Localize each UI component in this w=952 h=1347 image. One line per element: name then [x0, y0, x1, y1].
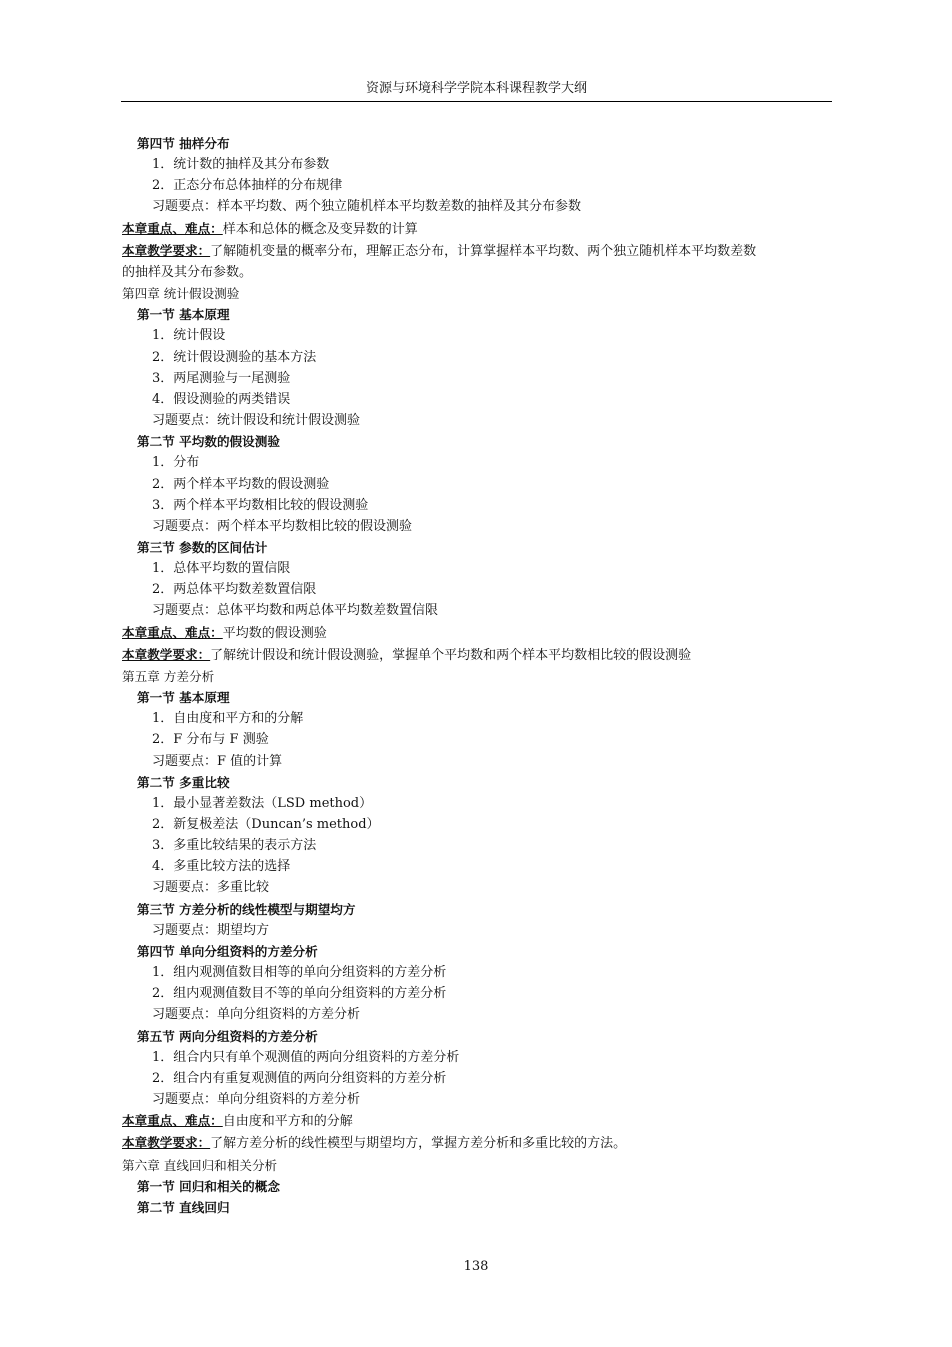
exercise-note: 习题要点：F 值的计算 — [152, 753, 283, 769]
outline-item: 3．两个样本平均数相比较的假设测验 — [152, 497, 369, 513]
section-heading: 第三节 方差分析的线性模型与期望均方 — [137, 901, 356, 917]
requirement-text: 平均数的假设测验 — [222, 625, 327, 641]
outline-item: 2．正态分布总体抽样的分布规律 — [152, 178, 343, 194]
requirement-label: 本章重点、难点： — [122, 220, 223, 236]
section-heading: 第五节 两向分组资料的方差分析 — [137, 1028, 318, 1044]
requirement-text-continuation: 的抽样及其分布参数。 — [122, 264, 253, 280]
section-heading: 第四节 单向分组资料的方差分析 — [137, 943, 318, 959]
requirement-text: 了解统计假设和统计假设测验，掌握单个平均数和两个样本平均数相比较的假设测验 — [210, 647, 692, 663]
page-header: 资源与环境科学学院本科课程教学大纲 — [365, 81, 587, 96]
section-heading: 第三节 参数的区间估计 — [137, 539, 268, 555]
exercise-note: 习题要点：总体平均数和两总体平均数差数置信限 — [152, 603, 439, 619]
header-rule — [121, 101, 832, 102]
section-heading: 第二节 平均数的假设测验 — [137, 434, 280, 450]
outline-item: 2．两个样本平均数的假设测验 — [152, 476, 330, 492]
requirement-text: 样本和总体的概念及变异数的计算 — [222, 221, 418, 237]
outline-item: 2．统计假设测验的基本方法 — [152, 349, 317, 365]
requirement-label: 本章重点、难点： — [122, 1113, 223, 1129]
requirement-label: 本章教学要求： — [122, 242, 211, 258]
outline-item: 2．组内观测值数目不等的单向分组资料的方差分析 — [152, 986, 447, 1002]
exercise-note: 习题要点：单向分组资料的方差分析 — [152, 1092, 361, 1108]
requirement-label: 本章教学要求： — [122, 1135, 211, 1151]
outline-item: 1．总体平均数的置信限 — [152, 561, 291, 577]
chapter-heading: 第四章 统计假设测验 — [122, 286, 240, 302]
outline-item: 3．两尾测验与一尾测验 — [152, 370, 291, 386]
exercise-note: 习题要点：期望均方 — [152, 922, 270, 938]
chapter-requirement-line — [122, 240, 834, 262]
requirement-text: 了解方差分析的线性模型与期望均方，掌握方差分析和多重比较的方法。 — [210, 1136, 627, 1152]
outline-item: 2．F 分布与 F 测验 — [152, 732, 269, 748]
outline-item: 3．多重比较结果的表示方法 — [152, 838, 317, 854]
outline-item: 1．分布 — [152, 455, 200, 471]
outline-item: 1．最小显著差数法（LSD method） — [152, 795, 373, 811]
exercise-note: 习题要点：样本平均数、两个独立随机样本平均数差数的抽样及其分布参数 — [152, 199, 582, 215]
exercise-note: 习题要点：两个样本平均数相比较的假设测验 — [152, 518, 413, 534]
chapter-requirement-line — [122, 644, 834, 666]
section-heading: 第二节 多重比较 — [137, 774, 230, 790]
requirement-label: 本章重点、难点： — [122, 624, 223, 640]
exercise-note: 习题要点：单向分组资料的方差分析 — [152, 1007, 361, 1023]
outline-item: 1．组合内只有单个观测值的两向分组资料的方差分析 — [152, 1049, 460, 1065]
requirement-label: 本章教学要求： — [122, 646, 211, 662]
section-heading: 第二节 直线回归 — [137, 1199, 230, 1215]
chapter-requirement-line — [122, 218, 834, 240]
requirement-text: 了解随机变量的概率分布，理解正态分布，计算掌握样本平均数、两个独立随机样本平均数差数 — [210, 243, 757, 259]
chapter-heading: 第六章 直线回归和相关分析 — [122, 1157, 278, 1173]
chapter-heading: 第五章 方差分析 — [122, 668, 215, 684]
outline-item: 1．组内观测值数目相等的单向分组资料的方差分析 — [152, 965, 447, 981]
outline-item: 1．统计假设 — [152, 328, 226, 344]
chapter-requirement-line — [122, 1132, 834, 1154]
outline-item: 1．统计数的抽样及其分布参数 — [152, 157, 330, 173]
outline-item: 4．假设测验的两类错误 — [152, 391, 291, 407]
outline-item: 1．自由度和平方和的分解 — [152, 711, 304, 727]
chapter-requirement-line — [122, 1110, 834, 1132]
section-heading: 第一节 回归和相关的概念 — [137, 1178, 280, 1194]
page-number: 138 — [463, 1259, 489, 1274]
requirement-text: 自由度和平方和的分解 — [222, 1114, 353, 1130]
outline-item: 2．组合内有重复观测值的两向分组资料的方差分析 — [152, 1070, 447, 1086]
section-heading: 第一节 基本原理 — [137, 307, 230, 323]
exercise-note: 习题要点：统计假设和统计假设测验 — [152, 413, 361, 429]
section-heading: 第四节 抽样分布 — [137, 136, 230, 151]
outline-item: 4．多重比较方法的选择 — [152, 859, 291, 875]
exercise-note: 习题要点：多重比较 — [152, 880, 270, 896]
section-heading: 第一节 基本原理 — [137, 690, 230, 706]
document-body — [122, 133, 834, 1218]
outline-item: 2．新复极差法（Duncan’s method） — [152, 817, 380, 832]
chapter-requirement-line — [122, 622, 834, 644]
outline-item: 2．两总体平均数差数置信限 — [152, 582, 317, 598]
